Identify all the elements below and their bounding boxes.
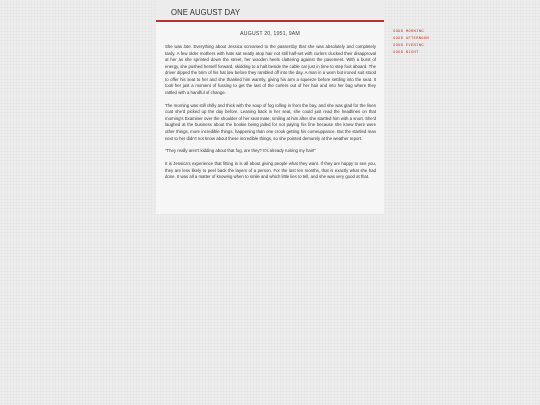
site-header <box>156 0 384 22</box>
sidebar-link-good-evening[interactable]: GOOD EVENING <box>393 42 424 47</box>
post-emphasis: late <box>183 44 191 49</box>
site-title[interactable]: ONE AUGUST DAY <box>171 7 241 17</box>
sidebar-nav <box>393 28 473 56</box>
post-paragraph-text: . Everything about Jessica screamed to the passersby that she was absolutely and completely tardy. A few older mothers with hats sat neatly atop hair not still half-set with curlers clucked their disapproval at her as she sprinted down the street, her wooden heels clattering against the pavement. With a burst of energy, she pushed herself forward, skidding to a halt beside the cable car just in time to step foot aboard. The driver dipped the brim of his hat low before they rambled off into the day. A man in a worn but ironed suit stood to offer his seat to her and she thanked him warmly, giving his arm a squeeze before settling into the seat. It took her just a moment of fussing to get the last of the curlers out of her hair and into her bag where they rattled with a handful of change. <box>165 44 376 95</box>
post-paragraph: "They really aren't kidding about that fog, are they? It's already ruining my hair!" <box>165 148 316 154</box>
sidebar-link-good-night[interactable]: GOOD NIGHT <box>393 49 419 54</box>
post-date: AUGUST 20, 1951, 9AM <box>240 31 300 37</box>
post-body <box>165 44 376 187</box>
main-column <box>156 0 384 214</box>
post-paragraph-text: She was <box>165 44 184 49</box>
post-paragraph <box>165 44 376 96</box>
sidebar-link-good-afternoon[interactable]: GOOD AFTERNOON <box>393 35 429 40</box>
post-paragraph: It is Jessica's experience that fitting in is all about giving people what they want. If they are happy to see you, they are less likely to peel back the layers of a person. For the last ten months, that is exactly what she had done. It was all a matter of knowing when to smile and which little lies to tell, and she was very good at that. <box>165 161 376 180</box>
sidebar-link-good-morning[interactable]: GOOD MORNING <box>393 29 424 33</box>
post-paragraph: The morning was still chilly and thick with the soup of fog rolling in from the bay, and she was glad for the linen coat she'd picked up the day before. Leaning back in her seat, she could just read the headlines on that morning's Examiner over the shoulder of her seat mate, smiling at him after she startled him with a snort. She'd laughed at the business about the bookie being jailed for not paying his fine because she knew there were other things, more incredible things, happening than one crook getting his comeuppance. But the startled man next to her didn't not know about these incredible things, so she pointed demurely at the weather report. <box>165 102 376 141</box>
